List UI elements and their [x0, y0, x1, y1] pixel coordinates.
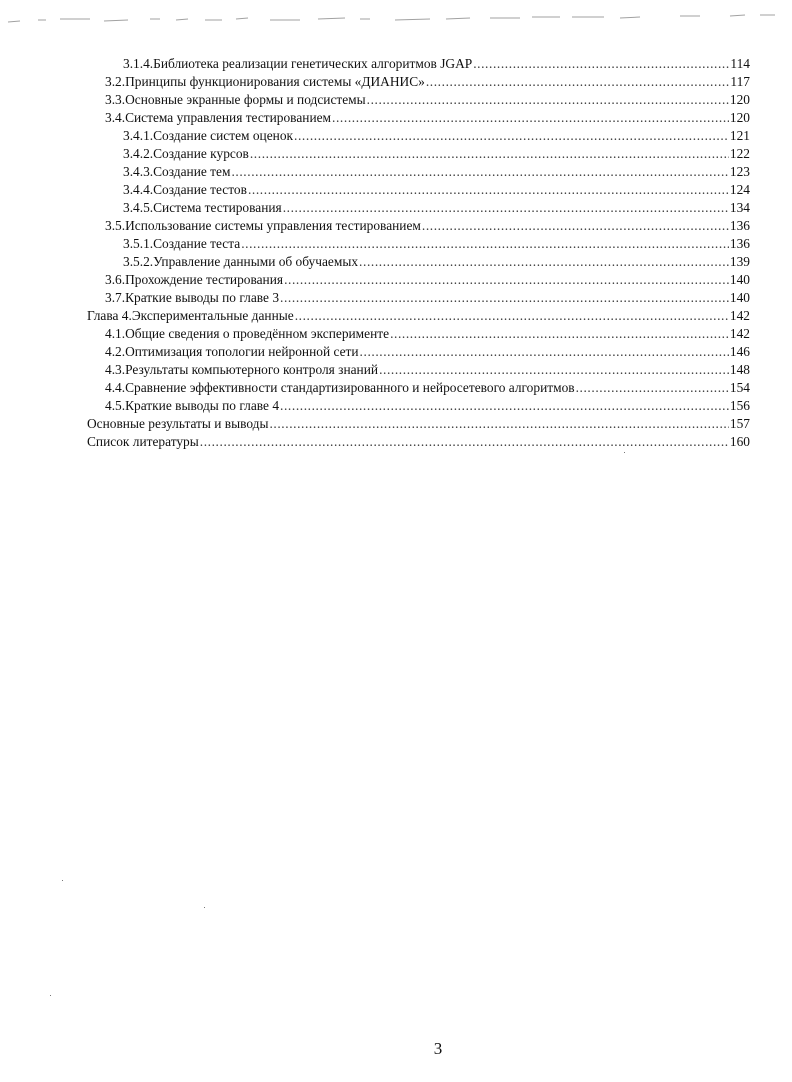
toc-entry[interactable] [123, 55, 750, 73]
toc-dot-leader [422, 217, 729, 235]
toc-entry-title: 4.2.Оптимизация топологии нейронной сети [105, 344, 359, 359]
scan-speck [624, 452, 625, 453]
scan-artifact-top [0, 0, 792, 26]
toc-entry-title: 3.4.1.Создание систем оценок [123, 128, 294, 143]
toc-entry-title: 4.3.Результаты компьютерного контроля знаний [105, 362, 379, 377]
toc-dot-leader [280, 397, 729, 415]
toc-dot-leader [250, 145, 729, 163]
toc-entry[interactable] [105, 343, 750, 361]
toc-entry[interactable] [105, 271, 750, 289]
toc-dot-leader [295, 307, 729, 325]
scan-speck [50, 995, 51, 996]
toc-entry-page: 114 [730, 56, 750, 71]
toc-dot-leader [360, 343, 729, 361]
toc-dot-leader [200, 433, 729, 451]
toc-dot-leader [359, 253, 729, 271]
toc-dot-leader [284, 271, 729, 289]
scan-speck [204, 907, 205, 908]
toc-entry-page: 142 [729, 308, 750, 323]
toc-entry[interactable] [105, 217, 750, 235]
toc-dot-leader [269, 415, 728, 433]
toc-entry-page: 120 [729, 92, 750, 107]
toc-entry-title: 3.1.4.Библиотека реализации генетических алгоритмов JGAP [123, 56, 473, 71]
toc-entry-title: 3.4.Система управления тестированием [105, 110, 332, 125]
toc-entry-title: 3.6.Прохождение тестирования [105, 272, 284, 287]
toc-entry[interactable] [123, 235, 750, 253]
toc-entry[interactable] [105, 397, 750, 415]
toc-dot-leader [280, 289, 729, 307]
toc-dot-leader [367, 91, 729, 109]
toc-entry-page: 122 [729, 146, 750, 161]
toc-entry[interactable] [123, 127, 750, 145]
toc-entry[interactable] [105, 379, 750, 397]
toc-entry-title: 4.1.Общие сведения о проведённом эксперименте [105, 326, 390, 341]
toc-entry-page: 154 [729, 380, 750, 395]
toc-entry-page: 146 [729, 344, 750, 359]
toc-dot-leader [379, 361, 729, 379]
toc-dot-leader [473, 55, 729, 73]
toc-entry-page: 140 [729, 290, 750, 305]
toc-entry-title: 3.4.3.Создание тем [123, 164, 231, 179]
toc-entry-title: 3.4.5.Система тестирования [123, 200, 282, 215]
toc-entry[interactable] [105, 325, 750, 343]
toc-entry-page: 142 [729, 326, 750, 341]
toc-entry-title: 3.2.Принципы функционирования системы «ДИАНИС» [105, 74, 425, 89]
toc-entry[interactable] [123, 253, 750, 271]
toc-dot-leader [576, 379, 729, 397]
toc-entry-page: 121 [729, 128, 750, 143]
toc-entry-title: 3.5.Использование системы управления тестированием [105, 218, 421, 233]
toc-entry-title: 4.5.Краткие выводы по главе 4 [105, 398, 280, 413]
toc-entry[interactable] [87, 415, 750, 433]
toc-entry-page: 160 [729, 434, 750, 449]
toc-entry[interactable] [105, 361, 750, 379]
scan-speck [62, 880, 63, 881]
toc-entry-title: 3.7.Краткие выводы по главе 3 [105, 290, 280, 305]
toc-entry[interactable] [123, 145, 750, 163]
toc-entry-title: 4.4.Сравнение эффективности стандартизированного и нейросетевого алгоритмов [105, 380, 575, 395]
toc-entry-page: 117 [730, 74, 750, 89]
toc-entry-page: 157 [729, 416, 750, 431]
toc-dot-leader [294, 127, 729, 145]
toc-entry[interactable] [105, 109, 750, 127]
toc-entry-title: 3.5.1.Создание теста [123, 236, 241, 251]
toc-entry-title: 3.3.Основные экранные формы и подсистемы [105, 92, 366, 107]
toc-dot-leader [283, 199, 729, 217]
toc-dot-leader [332, 109, 729, 127]
toc-entry-page: 120 [729, 110, 750, 125]
toc-entry-page: 134 [729, 200, 750, 215]
toc-entry-page: 124 [729, 182, 750, 197]
toc-entry[interactable] [87, 307, 750, 325]
page-number: 3 [433, 1039, 443, 1058]
toc-dot-leader [241, 235, 729, 253]
toc-entry-page: 148 [729, 362, 750, 377]
toc-entry-page: 139 [729, 254, 750, 269]
toc-entry[interactable] [105, 73, 750, 91]
toc-entry-title: 3.4.4.Создание тестов [123, 182, 247, 197]
toc-dot-leader [248, 181, 729, 199]
toc-entry-title: Основные результаты и выводы [87, 416, 269, 431]
toc-dot-leader [390, 325, 729, 343]
toc-entry[interactable] [123, 199, 750, 217]
toc-entry-title: 3.5.2.Управление данными об обучаемых [123, 254, 359, 269]
toc-entry[interactable] [123, 181, 750, 199]
toc-entry-title: Глава 4.Экспериментальные данные [87, 308, 294, 323]
toc-entry-page: 123 [729, 164, 750, 179]
toc-dot-leader [231, 163, 728, 181]
toc-entry-title: Список литературы [87, 434, 199, 449]
toc-entry[interactable] [87, 433, 750, 451]
toc-entry[interactable] [123, 163, 750, 181]
toc-entry[interactable] [105, 289, 750, 307]
toc-entry-page: 156 [729, 398, 750, 413]
toc-entry-page: 140 [729, 272, 750, 287]
toc-entry[interactable] [105, 91, 750, 109]
toc-entry-page: 136 [729, 218, 750, 233]
toc-entry-title: 3.4.2.Создание курсов [123, 146, 249, 161]
toc-entry-page: 136 [729, 236, 750, 251]
toc-dot-leader [426, 73, 730, 91]
